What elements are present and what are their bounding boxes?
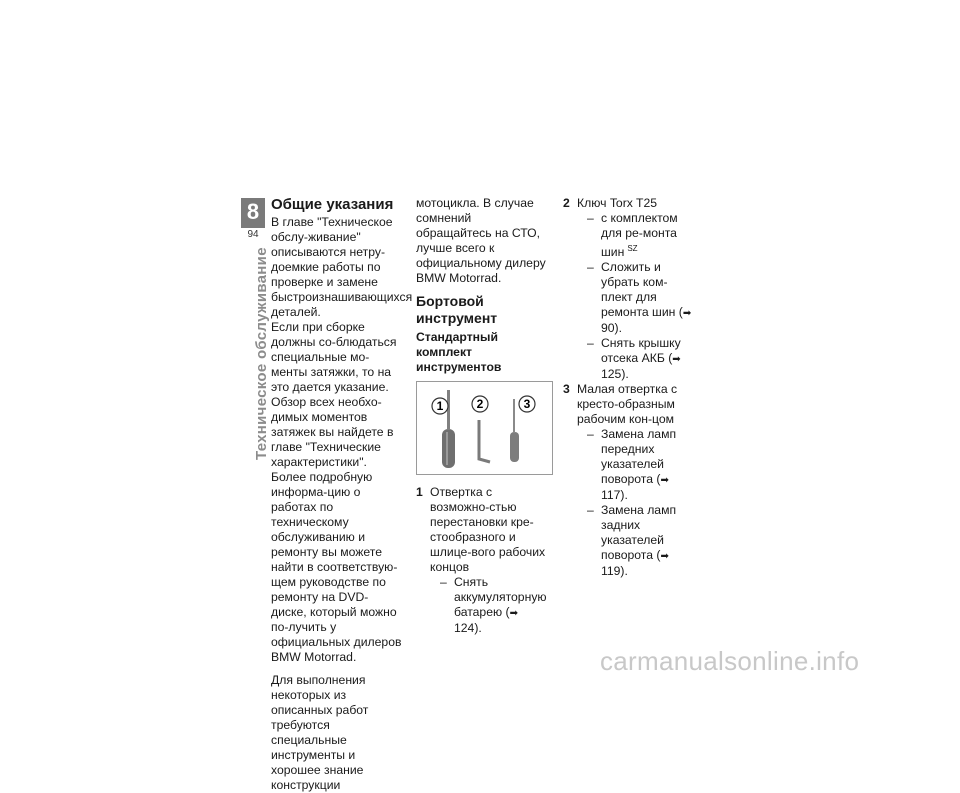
sub-item: – Снять аккумуляторную батарею (➡ 124). [440, 575, 547, 635]
toolkit-illustration [417, 382, 552, 474]
column-3 [563, 196, 695, 579]
standard-toolkit-subheading: Стандартный комплект инструментов [416, 330, 502, 374]
small-screwdriver-handle-icon [510, 432, 519, 462]
page-ref[interactable]: 90). [601, 321, 623, 336]
tool-item-2 [563, 196, 695, 382]
chapter-number: 8 [246, 199, 260, 224]
sub-item: – Снять крышку отсека АКБ (➡ 125). [587, 336, 681, 382]
paragraph: В главе "Техническое обслу-живание" описываются нетру-доемкие работы по проверке и замене быстроизнашивающихся деталей. [271, 215, 413, 319]
column-1 [271, 196, 413, 793]
paragraph: Более подробную информа-цию о работах по техническому обслуживанию и ремонту вы можете найти в соответствую-щем руководстве по ремонту на DVD-диске, который можно по-лучить у официальных дилеров BMW Motorrad. [271, 470, 402, 664]
sub-item: – Замена ламп задних указателей поворота (➡ 119). [587, 503, 677, 579]
right-arrow-icon: ➡ [660, 551, 669, 563]
figure-label-1: 1 [436, 399, 444, 413]
page-ref[interactable]: 119). [601, 564, 628, 579]
figure-label-3: 3 [523, 397, 531, 411]
page-number: 94 [241, 228, 265, 242]
item-number: 2 [563, 196, 570, 210]
item-text: Отвертка с возможно-стью перестановки кре-стообразного и шлице-вого рабочих концов [430, 485, 546, 574]
paragraph: Для выполнения некоторых из описанных работ требуются специальные инструменты и хорошее знание конструкции [271, 673, 369, 792]
page-ref[interactable]: 124). [454, 621, 482, 635]
screwdriver-handle-icon [442, 429, 455, 468]
item-text: Малая отвертка с кресто-образным рабочим кон-цом [577, 382, 678, 427]
right-arrow-icon: ➡ [509, 608, 518, 619]
sub-item: – Замена ламп передних указателей поворота (➡ 117). [587, 427, 677, 503]
tool-item-1 [416, 485, 549, 636]
paragraph: Если при сборке должны со-блюдаться специальные мо-менты затяжки, то на это дается указание. Обзор всех необхо-димых моментов затяжек вы найдете в главе "Технические характеристики". [271, 320, 397, 469]
torx-key-icon [479, 420, 490, 462]
general-notes-heading: Общие указания [271, 196, 394, 213]
watermark: carmanualsonline.info [600, 646, 860, 676]
right-arrow-icon: ➡ [672, 354, 681, 366]
page-ref[interactable]: 117). [601, 488, 628, 503]
column-2 [416, 196, 549, 636]
sub-item: – Сложить и убрать ком-плект для ремонта шин (➡ 90). [587, 260, 692, 336]
small-screwdriver-shaft-icon [513, 399, 515, 433]
right-arrow-icon: ➡ [660, 475, 669, 487]
chapter-tab [241, 198, 265, 242]
option-tag: SZ [627, 244, 638, 253]
figure-label-2: 2 [476, 397, 484, 411]
item-number: 1 [416, 485, 423, 499]
paragraph: мотоцикла. В случае сомнений обращайтесь на СТО, лучше всего к официальному дилеру BMW Motorrad. [416, 196, 546, 285]
toolkit-figure [416, 381, 553, 475]
sub-item: – с комплектом для ре-монта шин $^{SZ}$ [587, 211, 678, 260]
page-ref[interactable]: 125). [601, 367, 629, 382]
item-text: Ключ Torx T25 [577, 196, 658, 210]
chapter-side-title: Техническое обслуживание [253, 247, 270, 460]
onboard-tools-heading: Бортовой инструмент [416, 293, 498, 326]
item-number: 3 [563, 382, 570, 397]
right-arrow-icon: ➡ [682, 308, 692, 320]
tool-item-3 [563, 382, 695, 579]
